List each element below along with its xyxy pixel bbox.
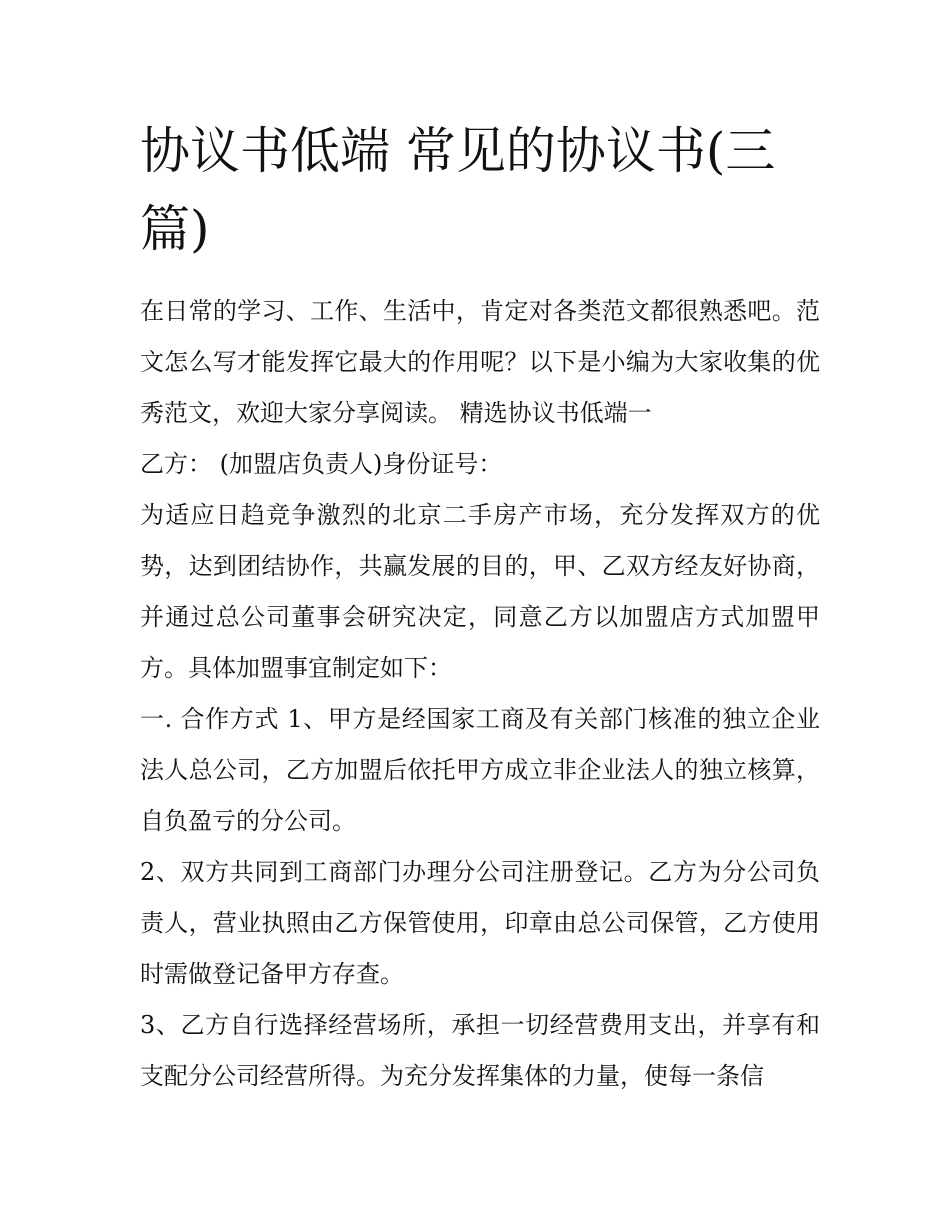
document-body	[140, 112, 820, 1102]
paragraph-purpose: 为适应日趋竞争激烈的北京二手房产市场，充分发挥双方的优势，达到团结协作，共赢发展的目的，甲、乙双方经友好协商，并通过总公司董事会研究决定，同意乙方以加盟店方式加盟甲方。具体加盟事宜制定如下：	[140, 501, 820, 682]
paragraph-clause-1: 一. 合作方式 1、甲方是经国家工商及有关部门核准的独立企业法人总公司，乙方加盟后依托甲方成立非企业法人的独立核算，自负盈亏的分公司。	[140, 705, 820, 835]
paragraph-party-b: 乙方： (加盟店负责人)身份证号：	[140, 450, 503, 478]
paragraph-intro: 在日常的学习、工作、生活中，肯定对各类范文都很熟悉吧。范文怎么写才能发挥它最大的作用呢？以下是小编为大家收集的优秀范文，欢迎大家分享阅读。 精选协议书低端一	[140, 297, 820, 427]
paragraph-clause-2: 2、双方共同到工商部门办理分公司注册登记。乙方为分公司负责人，营业执照由乙方保管使用，印章由总公司保管，乙方使用时需做登记备甲方存查。	[140, 858, 820, 988]
paragraph-clause-3: 3、乙方自行选择经营场所，承担一切经营费用支出，并享有和支配分公司经营所得。为充分发挥集体的力量，使每一条信	[140, 1011, 820, 1090]
document-title: 协议书低端 常见的协议书(三篇)	[140, 122, 776, 258]
